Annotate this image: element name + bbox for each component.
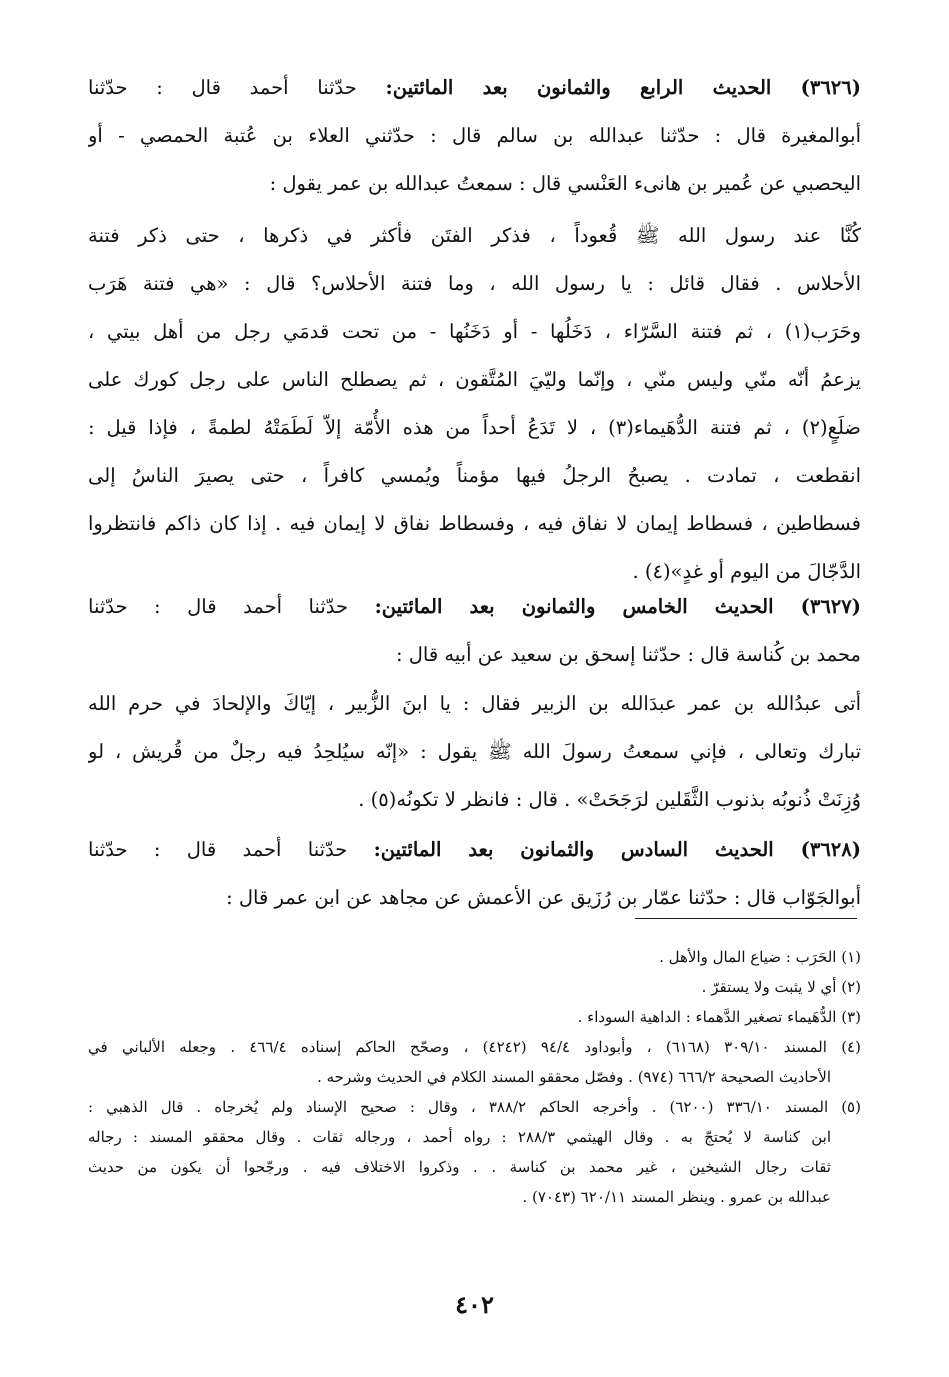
matn-line: وحَرَب(١) ، ثم فتنة السَّرّاء ، دَخَلُها - أو دَخَنُها - من تحت قدمَي رجل من أهل بيتي ، — [88, 320, 861, 343]
footnote-5-line: عبدالله بن عمرو . وينظر المسند ٦٢٠/١١ (٧٠٤٣) . — [522, 1188, 831, 1206]
footnote-4-line: (٤) المسند ٣٠٩/١٠ (٦١٦٨) ، وأبوداود ٩٤/٤ (٤٢٤٢) ، وصحّح الحاكم إسناده ٤٦٦/٤ . وجعله الألباني في — [88, 1038, 861, 1056]
footnote-1: (١) الحَرَب : ضياع المال والأهل . — [659, 948, 861, 966]
isnad-start: حدّثنا أحمد قال : حدّثنا — [88, 76, 386, 99]
footnote-4-line: الأحاديث الصحيحة ٦٦٦/٢ (٩٧٤) . وفصّل محققو المسند الكلام في الحديث وشرحه . — [317, 1068, 831, 1086]
isnad-line: اليحصبي عن عُمير بن هانىء العَنْسي قال : سمعتُ عبدالله بن عمر يقول : — [269, 172, 861, 195]
matn-line: وُزِنَتْ ذُنوبُه بذنوب الثَّقَلين لرَجَحَتْ» . قال : فانظر لا تكونُه(٥) . — [358, 788, 861, 811]
footnote-5-line: ابن كناسة لا يُحتجّ به . وقال الهيثمي ٢٨٨/٣ : رواه أحمد ، ورجاله ثقات . وقال محققو المسند : رجاله — [88, 1128, 831, 1146]
matn-line: تبارك وتعالى ، فإني سمعتُ رسولَ الله ﷺ يقول : «إنّه سيُلحِدُ فيه رجلٌ من قُريش ، لو — [88, 740, 861, 763]
hadith-heading: (٣٦٢٨) الحديث السادس والثمانون بعد المائتين: — [373, 838, 861, 861]
isnad-start: حدّثنا أحمد قال : حدّثنا — [88, 838, 374, 861]
footnote-3: (٣) الدُّهَيماء تصغير الدَّهماء : الداهية السوداء . — [577, 1008, 861, 1026]
hadith-heading: (٣٦٢٦) الحديث الرابع والثمانون بعد المائتين: — [385, 76, 861, 99]
hadith-3626-text — [88, 212, 861, 596]
footnote-separator — [635, 918, 857, 919]
matn-line: ضلَعٍ(٢) ، ثم فتنة الدُّهَيماء(٣) ، لا تَدَعُ أحداً من هذه الأُمّة إلاّ لَطَمَتْهُ لطمةً ، فإذا قيل : — [88, 416, 861, 439]
hadith-heading: (٣٦٢٧) الحديث الخامس والثمانون بعد المائتين: — [374, 595, 861, 618]
hadith-3627 — [88, 583, 861, 679]
isnad-line: أبوالجَوّاب قال : حدّثنا عمّار بن رُزَيق عن الأعمش عن مجاهد عن ابن عمر قال : — [226, 886, 861, 909]
hadith-heading-line — [88, 583, 861, 631]
matn-line: أتى عبدُالله بن عمر عبدَالله بن الزبير فقال : يا ابنَ الزُّبير ، إيّاكَ والإلحادَ في حرم الله — [88, 692, 861, 715]
footnotes — [88, 942, 861, 1212]
footnote-5-line: ثقات رجال الشيخين ، غير محمد بن كناسة . . وذكروا الاختلاف فيه . ورجّحوا أن يكون من حديث — [88, 1158, 831, 1176]
isnad-start: حدّثنا أحمد قال : حدّثنا — [88, 595, 375, 618]
matn-line: انقطعت ، تمادت . يصبحُ الرجلُ فيها مؤمناً ويُمسي كافراً ، حتى يصيرَ الناسُ إلى — [88, 464, 861, 487]
hadith-3626 — [88, 64, 861, 208]
hadith-3627-text — [88, 680, 861, 824]
hadith-heading-line — [88, 64, 861, 112]
matn-line: فسطاطين ، فسطاط إيمان لا نفاق فيه ، وفسطاط نفاق لا إيمان فيه . إذا كان ذاكم فانتظروا — [88, 512, 861, 535]
footnote-2: (٢) أي لا يثبت ولا يستقرّ . — [701, 978, 861, 996]
matn-line: يزعمُ أنّه منّي وليس منّي ، وإنّما وليّيَ المُتَّقون ، ثم يصطلح الناس على رجل كورك على — [88, 368, 861, 391]
matn-line: الأحلاس . فقال قائل : يا رسول الله ، وما فتنة الأحلاس؟ قال : «هي فتنة هَرَب — [88, 272, 861, 295]
matn-line: كُنَّا عند رسول الله ﷺ قُعوداً ، فذكر الفتَن فأكثر في ذكرها ، حتى ذكر فتنة — [88, 224, 861, 247]
page-number: ٤٠٢ — [455, 1290, 494, 1319]
isnad-line: أبوالمغيرة قال : حدّثنا عبدالله بن سالم قال : حدّثني العلاء بن عُتبة الحمصي - أو — [88, 124, 861, 147]
matn-line: الدَّجّالَ من اليوم أو غدٍ»(٤) . — [632, 560, 861, 583]
isnad-line: محمد بن كُناسة قال : حدّثنا إسحق بن سعيد عن أبيه قال : — [395, 643, 861, 666]
hadith-heading-line — [88, 826, 861, 874]
hadith-3628 — [88, 826, 861, 922]
footnote-5-line: (٥) المسند ٣٣٦/١٠ (٦٢٠٠) . وأخرجه الحاكم ٣٨٨/٢ ، وقال : صحيح الإسناد ولم يُخرجاه . قال الذهبي : — [88, 1098, 861, 1116]
